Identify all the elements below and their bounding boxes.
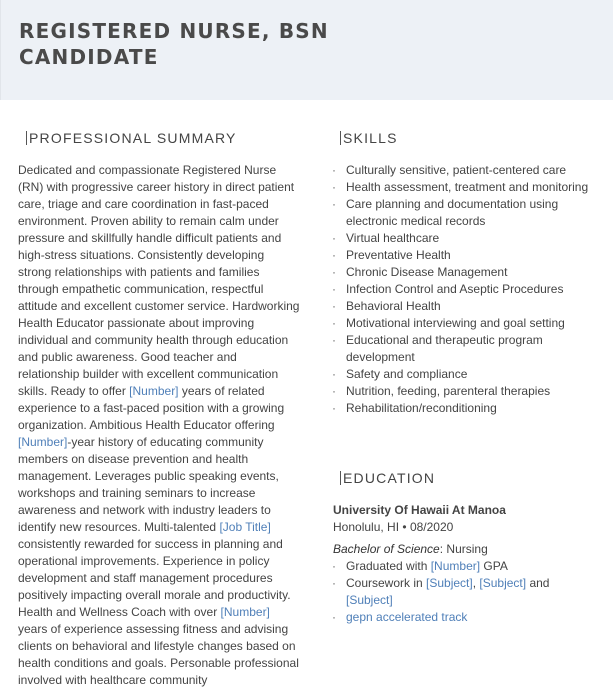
education-school: University Of Hawaii At Manoa [333,503,506,517]
heading-bar [340,131,341,145]
education-degree: Bachelor of Science: Nursing [333,542,488,556]
bullet-icon: · [332,576,336,590]
heading-bar [340,471,341,485]
skill-item: · Culturally sensitive, patient-centered care [332,163,567,177]
skill-item: · Preventative Health [332,248,451,262]
placeholder-number: [Number] [18,435,68,449]
placeholder-number: [Number] [430,559,481,573]
skill-item: · Safety and compliance [332,367,468,381]
placeholder-job-title: [Job Title] [219,520,271,534]
bullet-icon: · [332,333,336,347]
skill-item: · Virtual healthcare [332,231,440,245]
skill-item: · Health assessment, treatment and monitoring [332,180,589,194]
placeholder-subject: [Subject] [426,576,473,590]
education-location-date: Honolulu, HI • 08/2020 [333,520,454,534]
skill-item: · Chronic Disease Management [332,265,508,279]
title-line-1: REGISTERED NURSE, BSN [19,19,329,43]
skill-item: · Nutrition, feeding, parenteral therapies [332,384,551,398]
skill-item: · Behavioral Health [332,299,441,313]
skills-list [332,162,602,417]
placeholder-number: [Number] [220,605,270,619]
heading-bar [26,131,27,145]
resume-header [0,0,613,100]
bullet-icon: · [332,299,336,313]
education-heading: EDUCATION [340,470,435,486]
separator-dot: • [402,520,407,534]
education-details [332,558,602,626]
skills-heading: SKILLS [340,130,398,146]
bullet-icon: · [332,265,336,279]
placeholder-subject: [Subject] [346,593,393,607]
bullet-icon: · [332,559,336,573]
resume-title [19,18,329,70]
bullet-icon: · [332,231,336,245]
skill-item: · Infection Control and Aseptic Procedures [332,282,564,296]
bullet-icon: · [332,316,336,330]
skill-item: · Motivational interviewing and goal setting [332,316,565,330]
education-coursework: · Coursework in [Subject], [Subject] and [Subject] [332,576,550,607]
bullet-icon: · [332,163,336,177]
skill-item: · Care planning and documentation using electronic medical records [332,197,559,228]
bullet-icon: · [332,282,336,296]
bullet-icon: · [332,384,336,398]
professional-summary-text: Dedicated and compassionate Registered Nurse (RN) with progressive career history in direct patient care, triage and care coordination in fast-paced environment. Proven ability to remain calm under pressure and skillfully handle difficult patients and high-stress situations. Consistently developing strong relationships with patients and families through empathetic communication, respectful attitude and excellent customer service. Hardworking Health Educator passionate about improving individual and community health through education and public awareness. Good teacher and relationship builder with excellent communication skills. Ready to offer [Number] years of related experience to a fast-paced position with a growing organization. Ambitious Health Educator offering [Number]-year history of educating community members on disease prevention and health management. Leverages public speaking events, workshops and training seminars to increase awareness and network with industry leaders to identify new resources. Multi-talented [Job Title] consistently rewarded for success in planning and operational improvements. Experience in policy development and staff management procedures positively impacting overall morale and productivity. Health and Wellness Coach with over [Number] years of experience assessing fitness and advising clients on behavioral and lifestyle changes based on health conditions and goals. Personable professional involved with healthcare community [18,163,300,687]
skill-item: · Educational and therapeutic program development [332,333,543,364]
bullet-icon: · [332,248,336,262]
education-track: · gepn accelerated track [332,610,468,624]
professional-summary-heading: PROFESSIONAL SUMMARY [26,130,237,146]
placeholder-subject: [Subject] [479,576,527,590]
skill-item: · Rehabilitation/reconditioning [332,401,497,415]
bullet-icon: · [332,197,336,211]
title-line-2: CANDIDATE [19,45,159,69]
bullet-icon: · [332,180,336,194]
education-gpa: · Graduated with [Number] GPA [332,559,508,573]
bullet-icon: · [332,367,336,381]
bullet-icon: · [332,610,336,624]
placeholder-number: [Number] [129,384,179,398]
bullet-icon: · [332,401,336,415]
